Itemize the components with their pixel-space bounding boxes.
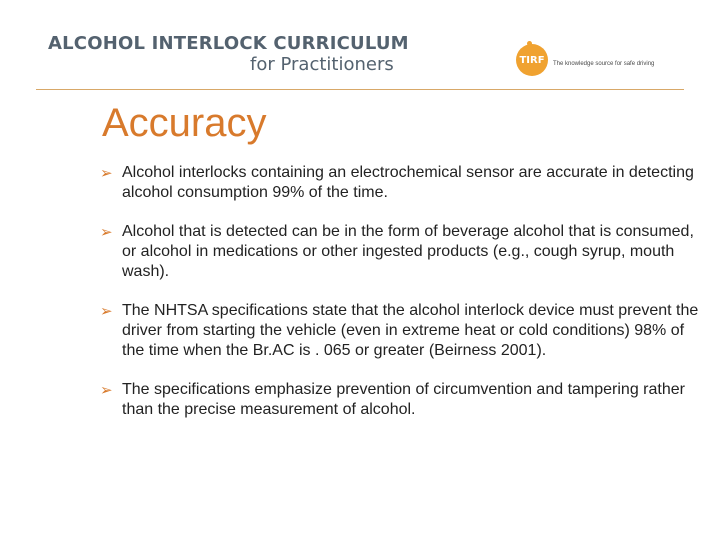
bullet-text: Alcohol interlocks containing an electrochemical sensor are accurate in detecting alcohol consumption 99% of the time. — [122, 164, 694, 201]
bullet-item — [100, 163, 700, 203]
bullet-list — [100, 163, 700, 439]
arrowhead-bullet-icon: ➢ — [100, 302, 113, 320]
header-divider — [36, 89, 684, 90]
header-title: ALCOHOL INTERLOCK CURRICULUM — [48, 33, 409, 54]
bullet-item — [100, 222, 700, 282]
header-subtitle: for Practitioners — [250, 54, 394, 75]
bullet-text: The specifications emphasize prevention of circumvention and tampering rather than the precise measurement of alcohol. — [122, 381, 685, 418]
tirf-logo — [516, 44, 548, 76]
bullet-text: The NHTSA specifications state that the alcohol interlock device must prevent the driver from starting the vehicle (even in extreme heat or cold conditions) 98% of the time when the Br.AC is . 065 or greater (Beirness 2001). — [122, 302, 699, 359]
arrowhead-bullet-icon: ➢ — [100, 164, 113, 182]
bullet-item — [100, 380, 700, 420]
bullet-item — [100, 301, 700, 361]
arrowhead-bullet-icon: ➢ — [100, 381, 113, 399]
slide-title: Accuracy — [102, 101, 267, 145]
tirf-logo-mark: TIRF — [519, 54, 545, 66]
bullet-text: Alcohol that is detected can be in the form of beverage alcohol that is consumed, or alcohol in medications or other ingested products (e.g., cough syrup, mouth wash). — [122, 223, 694, 280]
tirf-logo-tagline: The knowledge source for safe driving — [553, 61, 655, 67]
arrowhead-bullet-icon: ➢ — [100, 223, 113, 241]
